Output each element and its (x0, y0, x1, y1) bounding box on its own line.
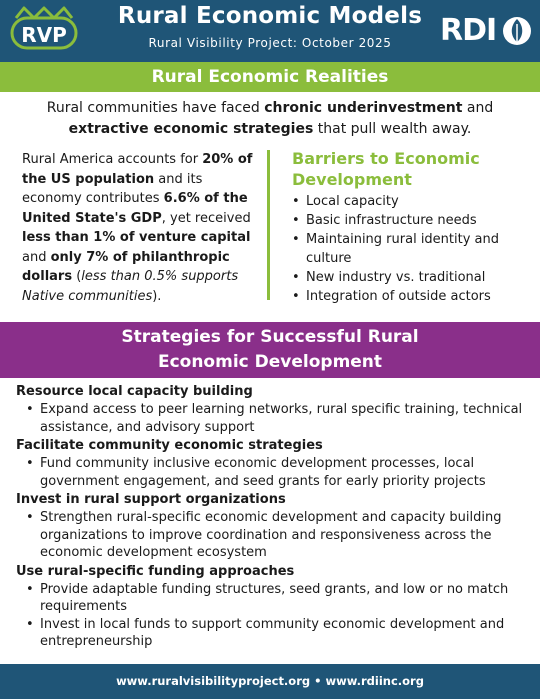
page-title: Rural Economic Models (117, 3, 423, 29)
footer-links[interactable]: www.ruralvisibilityproject.org • www.rdiinc.org (0, 664, 540, 699)
intro-text-2: and (462, 100, 494, 116)
strategy-item: • Invest in local funds to support community economic development and entrepreneurship (16, 616, 528, 651)
barrier-item: • New industry vs. traditional (292, 268, 532, 287)
intro-text-1: Rural communities have faced (46, 100, 265, 116)
leaf-icon (502, 14, 532, 48)
strategies-section (16, 383, 528, 652)
strategy-heading: Use rural-specific funding approaches (16, 563, 295, 579)
rural-stats-paragraph (22, 150, 258, 306)
barrier-item: • Local capacity (292, 192, 532, 211)
page-header (0, 0, 540, 62)
barriers-section (292, 148, 532, 306)
stats-text-5: ( (72, 269, 82, 284)
strategy-item: • Fund community inclusive economic development processes, local government engagement, and seed grants for early priority projects (16, 455, 528, 490)
stats-text-4: and (22, 249, 51, 265)
stats-bold-2: 6.6% of the United State's GDP (22, 191, 248, 226)
stats-text-2: and its economy contributes (22, 171, 203, 206)
stats-text-6: ). (152, 288, 162, 304)
barrier-item: • Maintaining rural identity and culture (292, 230, 532, 268)
strategy-item: • Expand access to peer learning networks, rural specific training, technical assistance, and advisory support (16, 401, 528, 436)
strategy-heading: Invest in rural support organizations (16, 492, 286, 507)
barriers-title: Barriers to Economic Development (292, 149, 480, 189)
strategy-heading: Facilitate community economic strategies (16, 438, 323, 453)
stats-bold-3: less than 1% of venture capital (22, 230, 251, 245)
strategy-list (16, 581, 528, 651)
strategies-banner (0, 322, 540, 378)
strategy-item: • Provide adaptable funding structures, seed grants, and low or no match requirements (16, 581, 528, 616)
strategies-banner-line-2: Economic Development (157, 352, 383, 372)
column-divider (267, 150, 270, 300)
stats-bold-4: only 7% of philanthropic dollars (22, 249, 230, 284)
realities-intro (30, 98, 510, 140)
stats-italic-1: less than 0.5% supports Native communities (22, 269, 239, 304)
rvp-logo-text: RVP (21, 23, 67, 47)
stats-text-1: Rural America accounts for (22, 152, 203, 167)
strategies-banner-line-1: Strategies for Successful Rural (121, 327, 419, 347)
stats-bold-1: 20% of the US population (22, 152, 253, 187)
intro-bold-1: chronic underinvestment (264, 100, 463, 116)
barrier-item: • Basic infrastructure needs (292, 211, 532, 230)
rdi-logo-text: RDI (440, 13, 497, 48)
strategy-list (16, 455, 528, 490)
strategy-list (16, 509, 528, 562)
barrier-item: • Integration of outside actors (292, 287, 532, 306)
intro-text-3: that pull wealth away. (313, 121, 472, 137)
intro-bold-2: extractive economic strategies (68, 121, 314, 137)
page-subtitle: Rural Visibility Project: October 2025 (148, 36, 392, 50)
barriers-list (292, 192, 532, 306)
stats-text-3: , yet received (161, 210, 251, 226)
realities-banner: Rural Economic Realities (0, 62, 540, 92)
rdi-logo (440, 12, 532, 50)
strategy-list (16, 401, 528, 436)
strategy-heading: Resource local capacity building (16, 384, 253, 399)
strategy-item: • Strengthen rural-specific economic development and capacity building organizations to improve coordination and responsiveness across the economic development ecosystem (16, 509, 528, 562)
